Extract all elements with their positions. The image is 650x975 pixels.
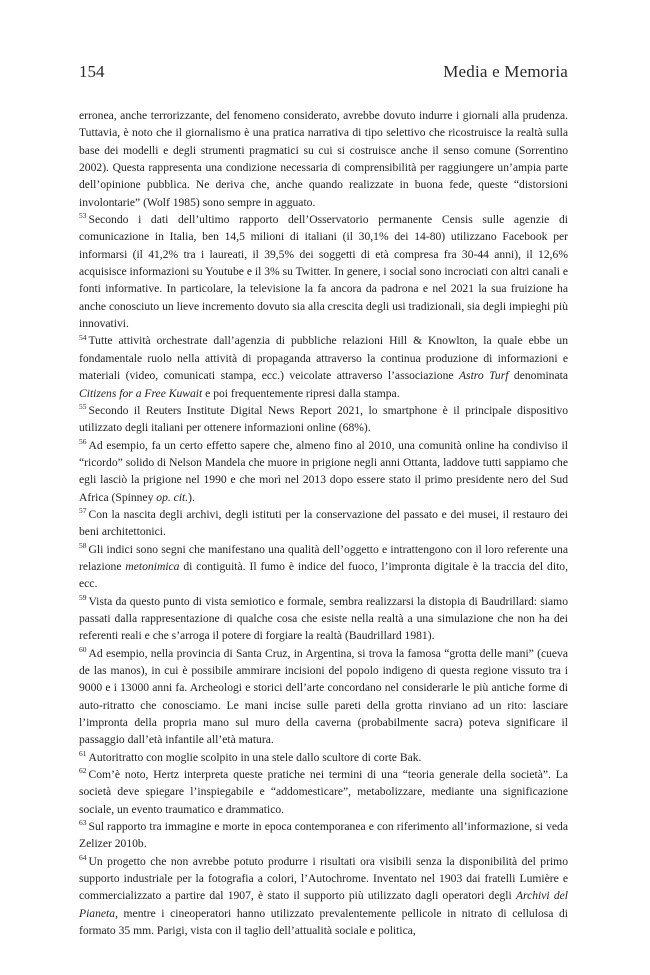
- text-segment: ).: [188, 490, 195, 504]
- continued-paragraph: [79, 107, 568, 211]
- text-segment: erronea, anche terrorizzante, del fenomeno considerato, avrebbe dovuto indurre i giornali alla prudenza. Tuttavia, è noto che il giornalismo è una pratica narrativa di tipo selettivo che ricostruisce la realtà sulla base dei modelli e degli strumenti pragmatici su cui si costruisce anche il senso comune (Sorrentino 2002). Questa rappresenta una condizione necessaria di comprensibilità per raggiungere un’ampia parte dell’opinione pubblica. Ne deriva che, anche quando realizzate in buona fede, queste “distorsioni involontarie” (Wolf 1985) sono sempre in agguato.: [79, 109, 568, 209]
- page-header: [79, 62, 568, 90]
- italic-text: op. cit.: [156, 490, 189, 504]
- footnote-paragraph: [79, 818, 568, 853]
- footnotes-body: [79, 107, 568, 940]
- italic-text: Archivi del Pianeta: [79, 889, 568, 920]
- footnote-number: 61: [79, 748, 87, 758]
- footnote-number: 59: [79, 592, 87, 602]
- text-segment: Com’è noto, Hertz interpreta queste pratiche nei termini di una “teoria generale della società”. La società deve spiegare l’inspiegabile e “addomesticare”, metabolizzare, mediante una significazione sociale, un evento traumatico e drammatico.: [79, 768, 568, 816]
- text-segment: , mentre i cineoperatori hanno utilizzato prevalentemente pellicole in nitrato di cellulosa di formato 35 mm. Parigi, vista con il taglio dell’attualità sociale e politica,: [79, 906, 568, 938]
- italic-text: Astro Turf: [458, 369, 509, 383]
- footnote-number: 53: [79, 211, 87, 221]
- text-segment: Ad esempio, fa un certo effetto sapere che, almeno fino al 2010, una comunità online ha condiviso il “ricordo” solido di Nelson Mandela che muore in prigione negli anni Ottanta, laddove tutti sappiamo che egli lasciò la prigione nel 1990 e che morì nel 2013 dopo essere stato il primo presidente nero del Sud Africa (Spinney: [79, 438, 568, 504]
- footnote-paragraph: [79, 437, 568, 506]
- text-segment: Con la nascita degli archivi, degli istituti per la conservazione del passato e dei musei, il restauro dei beni architettonici.: [79, 507, 568, 539]
- text-segment: Gli indici sono segni che manifestano una qualità dell’oggetto e intrattengono con il loro referente una relazione: [79, 542, 568, 573]
- text-segment: Secondo i dati dell’ultimo rapporto dell’Osservatorio permanente Censis sulle agenzie di comunicazione in Italia, ben 14,5 milioni di italiani (il 30,1% dei 14-80) utilizzano Facebook per informarsi (il 41,2% tra i laureati, il 39,5% dei soggetti di età compresa fra 30-44 anni), il 12,6% acquisisce informazioni su Youtube e il 3% su Twitter. In genere, i social sono incrociati con altri canali e fonti informative. In particolare, la televisione la fa ancora da padrona e nel 2021 la sua fruizione ha anche conosciuto un lieve incremento dovuto sia alla crescita degli usi tradizionali, sia degli impieghi più innovativi.: [79, 213, 568, 331]
- footnote-paragraph: [79, 402, 568, 437]
- text-segment: Tutte attività orchestrate dall’agenzia di pubbliche relazioni Hill & Knowlton, la quale ebbe un fondamentale ruolo nella attività di propaganda attraverso la continua produzione di informazioni e materiali (video, comunicati stampa, ecc.) veicolate attraverso l’associazione: [79, 334, 568, 383]
- footnote-number: 62: [79, 766, 87, 776]
- text-segment: di contiguità. Il fumo è indice del fuoco, l’impronta digitale è la traccia del dito, ecc.: [79, 559, 568, 591]
- running-title: Media e Memoria: [443, 62, 568, 81]
- text-segment: e poi frequentemente ripresi dalla stampa.: [202, 386, 400, 400]
- footnote-paragraph: [79, 541, 568, 593]
- footnote-paragraph: [79, 766, 568, 818]
- text-segment: Autoritratto con moglie scolpito in una stele dallo scultore di corte Bak.: [88, 750, 422, 764]
- page-number: 154: [79, 62, 105, 81]
- footnote-number: 60: [79, 644, 87, 654]
- footnote-paragraph: [79, 645, 568, 749]
- footnote-paragraph: [79, 332, 568, 401]
- footnote-number: 57: [79, 506, 87, 516]
- italic-text: metonimica: [125, 559, 180, 573]
- text-segment: Sul rapporto tra immagine e morte in epoca contemporanea e con riferimento all’informazione, si veda Zelizer 2010b.: [79, 820, 568, 851]
- text-segment: Vista da questo punto di vista semiotico e formale, sembra realizzarsi la distopia di Baudrillard: siamo passati dalla rappresentazione di qualche cosa che esiste nella realtà a una simulazione che non ha dei referenti reali e che s’arroga il potere di forgiare la realtà (Baudrillard 1981).: [79, 594, 568, 643]
- footnote-paragraph: [79, 506, 568, 541]
- footnote-paragraph: [79, 593, 568, 645]
- footnote-paragraph: [79, 211, 568, 332]
- italic-text: Citizens for a Free Kuwait: [79, 386, 203, 400]
- footnote-paragraph: [79, 749, 568, 766]
- text-segment: Secondo il Reuters Institute Digital News Report 2021, lo smartphone è il principale dispositivo utilizzato degli italiani per ottenere informazioni online (68%).: [79, 403, 568, 435]
- text-segment: denominata: [508, 369, 568, 383]
- text-segment: Un progetto che non avrebbe potuto produrre i risultati ora visibili senza la disponibilità del primo supporto industriale per la fotografia a colori, l’Autochrome. Inventato nel 1903 dai fratelli Lumière e commercializzato a partire dal 1907, è stato il supporto più utilizzato dagli operatori degli: [79, 854, 568, 903]
- footnote-number: 58: [79, 540, 87, 550]
- footnote-number: 54: [79, 332, 87, 342]
- footnote-number: 56: [79, 436, 87, 446]
- footnote-paragraph: [79, 853, 568, 940]
- footnote-number: 64: [79, 852, 87, 862]
- text-segment: Ad esempio, nella provincia di Santa Cruz, in Argentina, si trova la famosa “grotta delle mani” (cueva de las manos), in cui è possibile ammirare incisioni del popolo indigeno di questa regione vissuto tra i 9000 e i 13000 anni fa. Archeologi e storici dell’arte concordano nel considerarle le più antiche forme di auto-ritratto che conosciamo. Le mani incise sulle pareti della grotta rinviano ad un rito: lasciare l’impronta della propria mano sul muro della caverna (probabilmente sacra) poteva significare il passaggio dall’età infantile all’età matura.: [79, 646, 568, 747]
- footnote-number: 55: [79, 401, 87, 411]
- footnote-number: 63: [79, 818, 87, 828]
